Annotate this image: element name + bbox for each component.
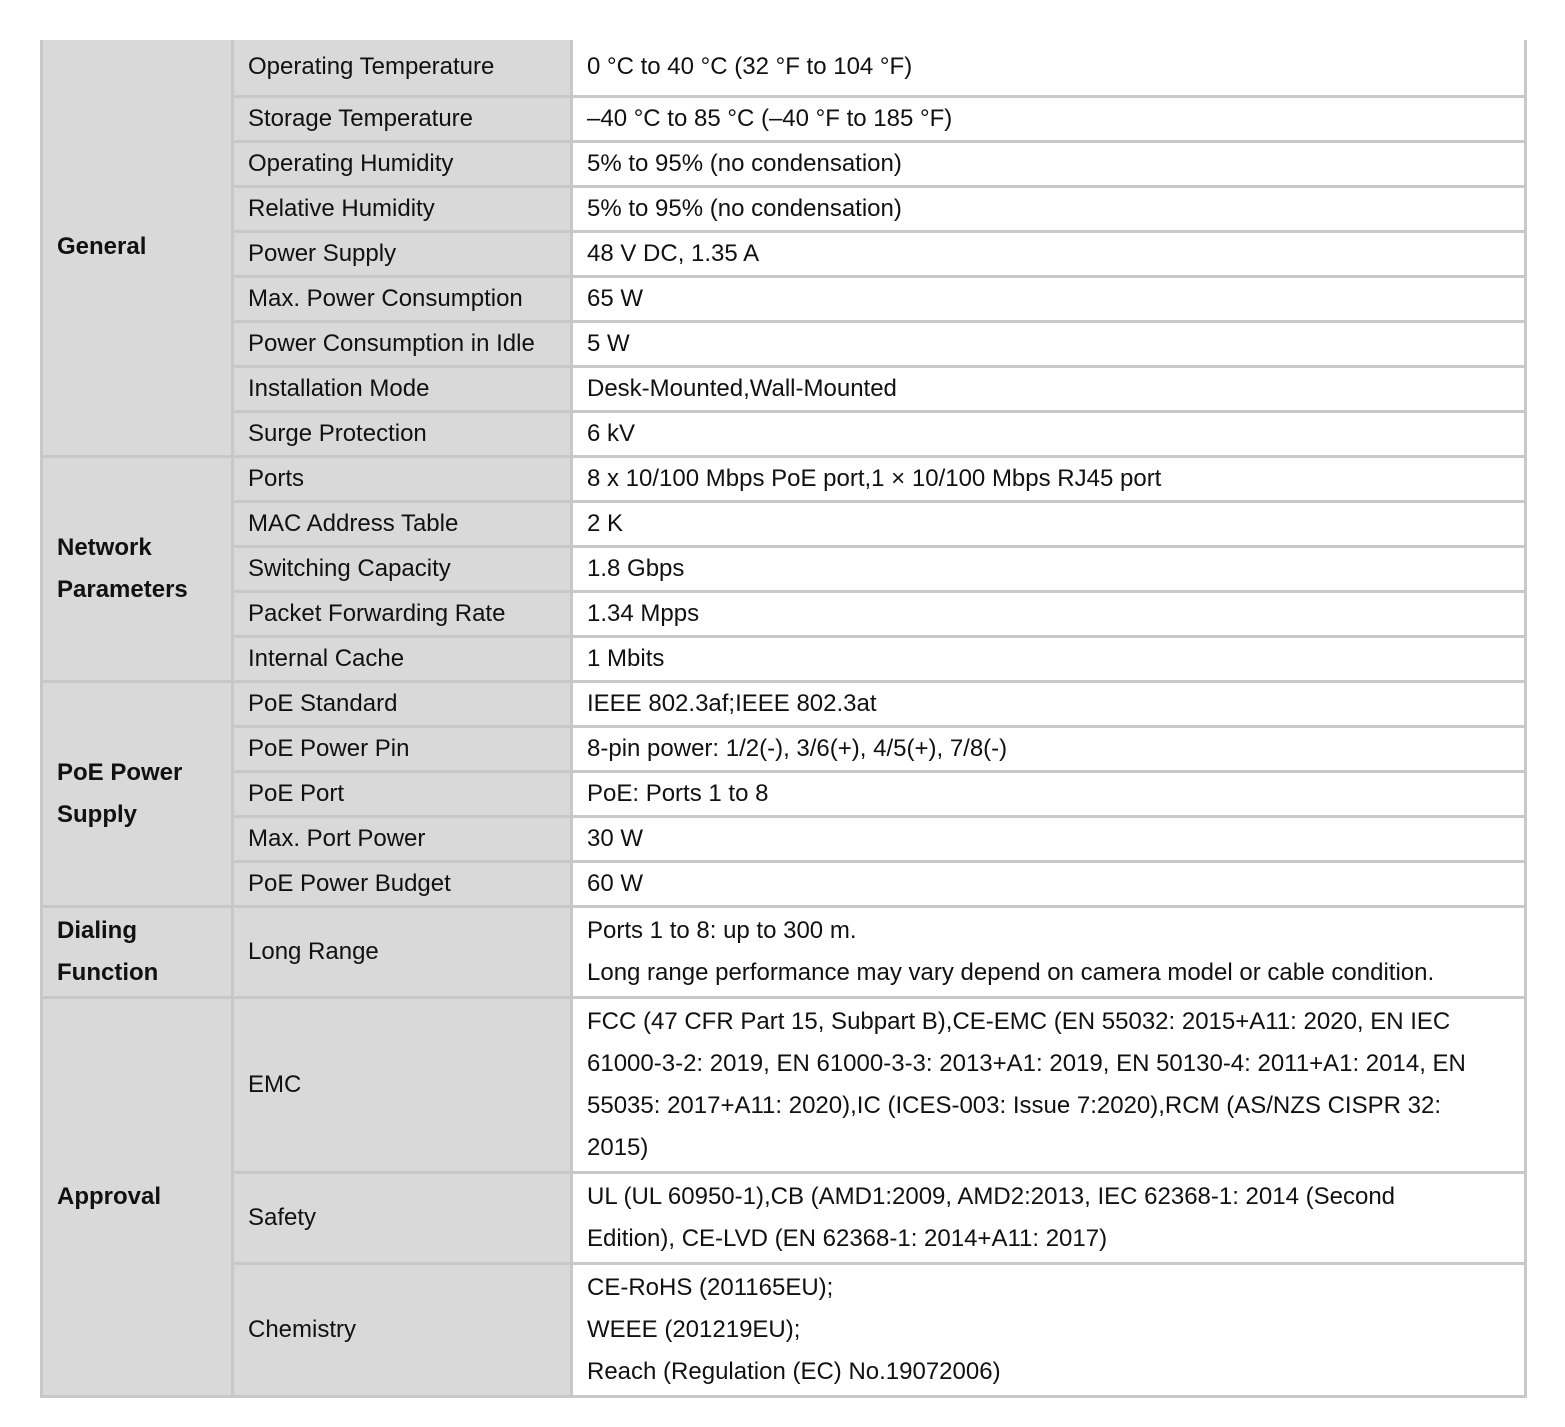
table-row [42, 411, 1526, 456]
value-power-consumption-in-idle [572, 321, 1526, 366]
table-row [42, 681, 1526, 726]
category-poe-power-supply: PoE Power Supply [42, 681, 233, 906]
param-operating-temperature: Operating Temperature [233, 40, 572, 96]
value-operating-temperature [572, 40, 1526, 96]
value-line: 55035: 2017+A11: 2020),IC (ICES-003: Issue 7:2020),RCM (AS/NZS CISPR 32: [587, 1091, 1441, 1119]
value-chemistry [572, 1263, 1526, 1396]
value-line: Edition), CE-LVD (EN 62368-1: 2014+A11: 2017) [587, 1224, 1108, 1252]
value-poe-standard [572, 681, 1526, 726]
table-row [42, 501, 1526, 546]
value-poe-power-budget [572, 861, 1526, 906]
value-line: 2015) [587, 1133, 649, 1161]
param-max-port-power: Max. Port Power [233, 816, 572, 861]
param-installation-mode: Installation Mode [233, 366, 572, 411]
value-max-port-power [572, 816, 1526, 861]
table-row [42, 456, 1526, 501]
value-line: 1.34 Mpps [587, 599, 700, 627]
table-row [42, 1263, 1526, 1396]
category-dialing-function: Dialing Function [42, 906, 233, 997]
category-approval: Approval [42, 997, 233, 1396]
table-row [42, 591, 1526, 636]
value-line: Desk-Mounted,Wall-Mounted [587, 374, 897, 402]
param-poe-power-pin: PoE Power Pin [233, 726, 572, 771]
value-line: Ports 1 to 8: up to 300 m. [587, 916, 857, 944]
param-max-power-consumption: Max. Power Consumption [233, 276, 572, 321]
param-surge-protection: Surge Protection [233, 411, 572, 456]
value-line: –40 °C to 85 °C (–40 °F to 185 °F) [587, 104, 953, 132]
category-general: General [42, 40, 233, 456]
param-emc: EMC [233, 997, 572, 1172]
value-switching-capacity [572, 546, 1526, 591]
value-emc [572, 997, 1526, 1172]
param-packet-forwarding-rate: Packet Forwarding Rate [233, 591, 572, 636]
param-internal-cache: Internal Cache [233, 636, 572, 681]
category-network-parameters: Network Parameters [42, 456, 233, 681]
table-row [42, 906, 1526, 997]
table-row [42, 997, 1526, 1172]
value-surge-protection [572, 411, 1526, 456]
table-row [42, 861, 1526, 906]
spec-table-body [42, 40, 1526, 1396]
param-poe-standard: PoE Standard [233, 681, 572, 726]
param-operating-humidity: Operating Humidity [233, 141, 572, 186]
param-chemistry: Chemistry [233, 1263, 572, 1396]
param-mac-address-table: MAC Address Table [233, 501, 572, 546]
value-line: 60 W [587, 869, 644, 897]
value-line: PoE: Ports 1 to 8 [587, 779, 769, 807]
table-row [42, 231, 1526, 276]
table-row [42, 816, 1526, 861]
table-row [42, 726, 1526, 771]
table-row [42, 96, 1526, 141]
value-internal-cache [572, 636, 1526, 681]
spec-table [40, 40, 1527, 1398]
value-poe-power-pin [572, 726, 1526, 771]
value-storage-temperature [572, 96, 1526, 141]
value-line: 8-pin power: 1/2(-), 3/6(+), 4/5(+), 7/8(-) [587, 734, 1008, 762]
value-line: 65 W [587, 284, 644, 312]
value-operating-humidity [572, 141, 1526, 186]
value-long-range [572, 906, 1526, 997]
value-line: 6 kV [587, 419, 636, 447]
value-line: 48 V DC, 1.35 A [587, 239, 760, 267]
value-line: 1.8 Gbps [587, 554, 685, 582]
param-switching-capacity: Switching Capacity [233, 546, 572, 591]
param-relative-humidity: Relative Humidity [233, 186, 572, 231]
value-line: 2 K [587, 509, 624, 537]
value-max-power-consumption [572, 276, 1526, 321]
table-row [42, 276, 1526, 321]
table-row [42, 366, 1526, 411]
value-line: FCC (47 CFR Part 15, Subpart B),CE-EMC (EN 55032: 2015+A11: 2020, EN IEC [587, 1007, 1451, 1035]
value-ports [572, 456, 1526, 501]
value-installation-mode [572, 366, 1526, 411]
value-line: IEEE 802.3af;IEEE 802.3at [587, 689, 877, 717]
table-row [42, 321, 1526, 366]
value-safety [572, 1172, 1526, 1263]
value-line: 30 W [587, 824, 644, 852]
value-line: Long range performance may vary depend on camera model or cable condition. [587, 958, 1435, 986]
param-safety: Safety [233, 1172, 572, 1263]
value-line: 1 Mbits [587, 644, 665, 672]
value-line: 8 x 10/100 Mbps PoE port,1 × 10/100 Mbps RJ45 port [587, 464, 1162, 492]
value-poe-port [572, 771, 1526, 816]
value-mac-address-table [572, 501, 1526, 546]
value-relative-humidity [572, 186, 1526, 231]
value-line: 0 °C to 40 °C (32 °F to 104 °F) [587, 53, 913, 81]
param-power-supply: Power Supply [233, 231, 572, 276]
value-line: 5 W [587, 329, 630, 357]
param-poe-port: PoE Port [233, 771, 572, 816]
value-line: 5% to 95% (no condensation) [587, 149, 902, 177]
param-ports: Ports [233, 456, 572, 501]
value-line: WEEE (201219EU); [587, 1315, 801, 1343]
param-storage-temperature: Storage Temperature [233, 96, 572, 141]
value-line: 5% to 95% (no condensation) [587, 194, 902, 222]
table-row [42, 636, 1526, 681]
value-packet-forwarding-rate [572, 591, 1526, 636]
value-line: CE-RoHS (201165EU); [587, 1273, 834, 1301]
param-long-range: Long Range [233, 906, 572, 997]
param-power-consumption-in-idle: Power Consumption in Idle [233, 321, 572, 366]
table-row [42, 1172, 1526, 1263]
table-row [42, 186, 1526, 231]
table-row [42, 771, 1526, 816]
table-row [42, 141, 1526, 186]
param-poe-power-budget: PoE Power Budget [233, 861, 572, 906]
value-power-supply [572, 231, 1526, 276]
table-row [42, 546, 1526, 591]
table-row [42, 40, 1526, 96]
value-line: UL (UL 60950-1),CB (AMD1:2009, AMD2:2013, IEC 62368-1: 2014 (Second [587, 1182, 1396, 1210]
value-line: 61000-3-2: 2019, EN 61000-3-3: 2013+A1: 2019, EN 50130-4: 2011+A1: 2014, EN [587, 1049, 1466, 1077]
value-line: Reach (Regulation (EC) No.19072006) [587, 1357, 1001, 1385]
